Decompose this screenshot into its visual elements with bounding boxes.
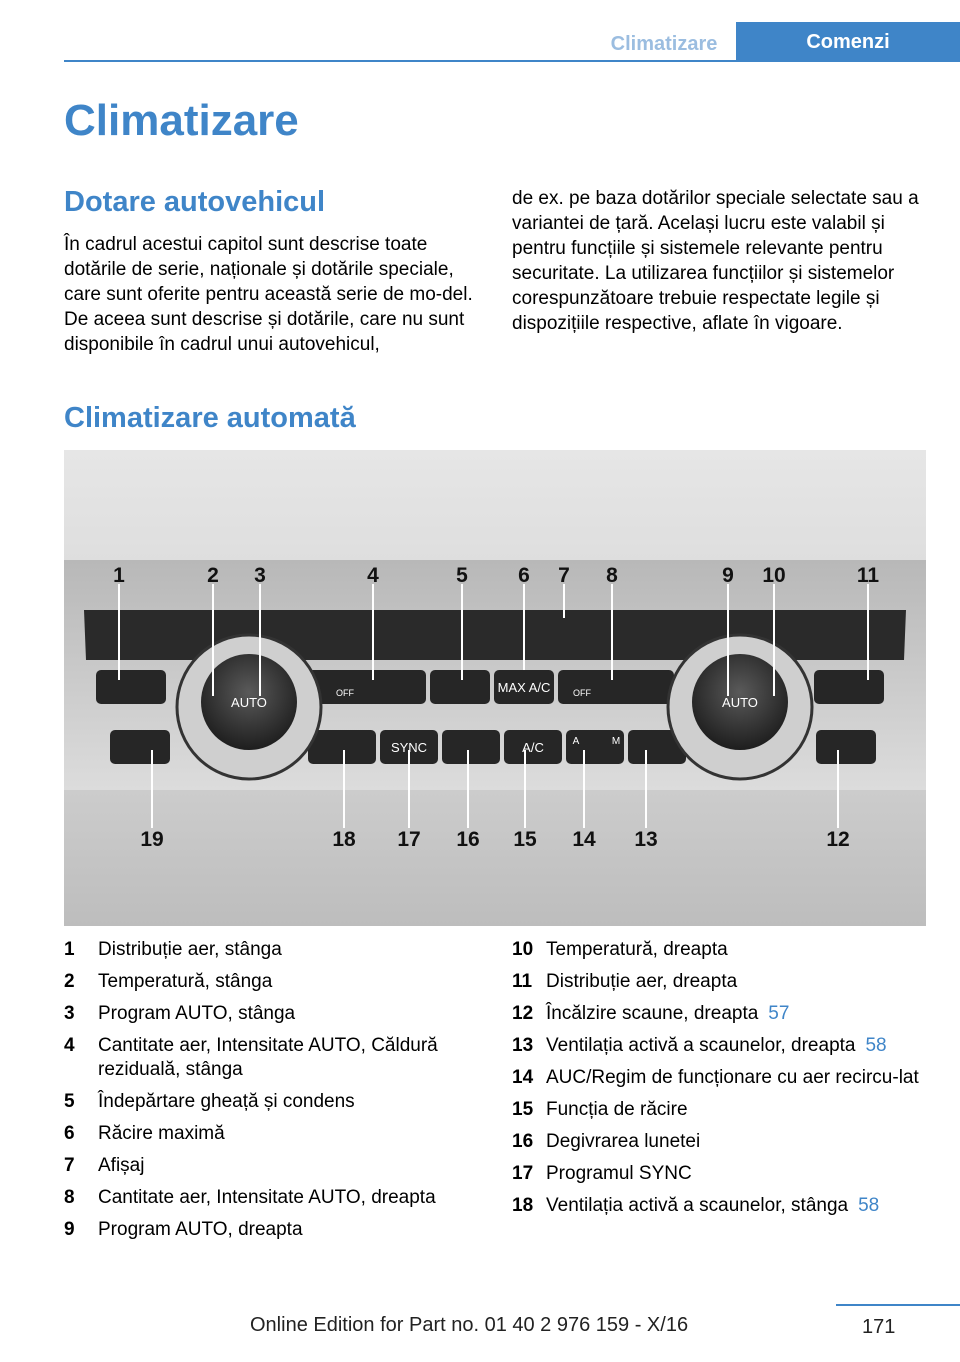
legend-num: 15 <box>512 1099 534 1120</box>
legend-item <box>512 1098 932 1122</box>
legend-num: 3 <box>64 1003 75 1024</box>
legend-num: 17 <box>512 1163 534 1184</box>
legend-text: Distribuție aer, dreapta <box>546 971 738 992</box>
callout-5: 5 <box>456 564 468 587</box>
legend-left-column <box>64 938 484 1250</box>
page-reference-link[interactable]: 58 <box>865 1035 887 1056</box>
legend-num: 9 <box>64 1219 75 1240</box>
header-chapter-tab[interactable]: Comenzi <box>736 22 960 62</box>
callout-12: 12 <box>826 828 850 851</box>
legend-item <box>512 1002 932 1026</box>
legend-text: AUC/Regim de funcționare cu aer recircu-lat <box>546 1067 919 1088</box>
callout-17: 17 <box>397 828 421 851</box>
legend-text: Programul SYNC <box>546 1163 692 1184</box>
auto-left-label: AUTO <box>231 695 267 710</box>
legend-num: 13 <box>512 1035 534 1056</box>
callout-7: 7 <box>558 564 570 587</box>
legend-item <box>512 970 932 994</box>
legend-item <box>512 938 932 962</box>
legend-item <box>64 1002 484 1026</box>
legend-text: Temperatură, stânga <box>98 971 273 992</box>
legend-text: Cantitate aer, Intensitate AUTO, Căldură reziduală, stânga <box>98 1035 438 1080</box>
legend-item <box>64 1186 484 1210</box>
legend-text: Încălzire scaune, dreapta <box>546 1003 759 1024</box>
page-reference-link[interactable]: 57 <box>768 1003 790 1024</box>
legend-item <box>512 1194 932 1218</box>
paragraph-right: de ex. pe baza dotărilor speciale selectate sau a variantei de țară. Același lucru este valabil și pentru funcțiile și sistemele relevante pentru securitate. La utilizarea funcțiilor și sistemelor corespunzătoare trebuie respectate legile și dispozițiile respective, aflate în vigoare. <box>512 188 919 334</box>
legend-item <box>512 1066 932 1090</box>
auto-right-label: AUTO <box>722 695 758 710</box>
legend-text: Degivrarea lunetei <box>546 1131 701 1152</box>
legend-text: Distribuție aer, stânga <box>98 939 282 960</box>
page-reference-link[interactable]: 58 <box>858 1195 880 1216</box>
legend-text: Program AUTO, stânga <box>98 1003 296 1024</box>
legend-num: 7 <box>64 1155 75 1176</box>
legend-right-column <box>512 938 932 1226</box>
callout-11: 11 <box>856 564 880 587</box>
footer-edition: Online Edition for Part no. 01 40 2 976 159 - X/16 <box>250 1314 689 1336</box>
callout-3: 3 <box>254 564 266 587</box>
legend-item <box>64 1122 484 1146</box>
callout-16: 16 <box>456 828 480 851</box>
legend-num: 6 <box>64 1123 75 1144</box>
header-section-tab[interactable]: Climatizare <box>610 33 718 55</box>
legend-item <box>64 1218 484 1242</box>
legend-item <box>512 1034 932 1058</box>
legend-text: Răcire maximă <box>98 1123 225 1144</box>
callout-15: 15 <box>513 828 537 851</box>
legend-num: 5 <box>64 1091 75 1112</box>
callout-10: 10 <box>762 564 786 587</box>
callout-18: 18 <box>332 828 356 851</box>
page-number: 171 <box>862 1316 896 1338</box>
callout-1: 1 <box>113 564 125 587</box>
callout-13: 13 <box>634 828 658 851</box>
callout-14: 14 <box>572 828 596 851</box>
legend-item <box>512 1130 932 1154</box>
legend-item <box>64 938 484 962</box>
legend-num: 8 <box>64 1187 75 1208</box>
legend-num: 14 <box>512 1067 534 1088</box>
sync-label: SYNC <box>390 740 428 755</box>
m-label: M <box>611 736 621 747</box>
callout-6: 6 <box>518 564 530 587</box>
legend-item <box>64 970 484 994</box>
paragraph-left: În cadrul acestui capitol sunt descrise toate dotările de serie, naționale și dotările speciale, care sunt oferite pentru această serie de mo-del. De aceea sunt descrise și dotările, care nu sunt disponibile în cadrul unui autovehicul, <box>64 234 473 355</box>
ac-label: A/C <box>522 740 544 755</box>
legend-text: Cantitate aer, Intensitate AUTO, dreapta <box>98 1187 436 1208</box>
legend-num: 18 <box>512 1195 534 1216</box>
callout-9: 9 <box>722 564 734 587</box>
off-left-label: OFF <box>336 688 354 698</box>
legend-num: 4 <box>64 1035 75 1056</box>
legend-text: Funcția de răcire <box>546 1099 688 1120</box>
legend-num: 1 <box>64 939 75 960</box>
callout-2: 2 <box>207 564 219 587</box>
legend-num: 12 <box>512 1003 534 1024</box>
legend-text: Ventilația activă a scaunelor, stânga <box>546 1195 849 1216</box>
callout-8: 8 <box>606 564 618 587</box>
legend-item <box>64 1154 484 1178</box>
callout-19: 19 <box>140 828 164 851</box>
off-right-label: OFF <box>573 688 591 698</box>
page-number-rule <box>836 1304 960 1306</box>
climate-control-figure <box>64 450 926 926</box>
legend-num: 2 <box>64 971 75 992</box>
legend-item <box>64 1034 484 1082</box>
a-label: A <box>572 736 580 747</box>
page-title: Climatizare <box>64 96 299 145</box>
max-ac-label: MAX A/C <box>497 680 551 695</box>
legend-num: 10 <box>512 939 534 960</box>
legend-text: Îndepărtare gheață și condens <box>98 1091 355 1112</box>
section-heading-equipment: Dotare autovehicul <box>64 186 326 218</box>
legend-num: 11 <box>512 971 533 992</box>
callout-4: 4 <box>367 564 379 587</box>
legend-text: Afișaj <box>98 1155 145 1176</box>
legend-text: Temperatură, dreapta <box>546 939 728 960</box>
legend-item <box>512 1162 932 1186</box>
legend-item <box>64 1090 484 1114</box>
legend-text: Ventilația activă a scaunelor, dreapta <box>546 1035 856 1056</box>
section-heading-climate: Climatizare automată <box>64 402 356 434</box>
legend-num: 16 <box>512 1131 534 1152</box>
legend-text: Program AUTO, dreapta <box>98 1219 303 1240</box>
